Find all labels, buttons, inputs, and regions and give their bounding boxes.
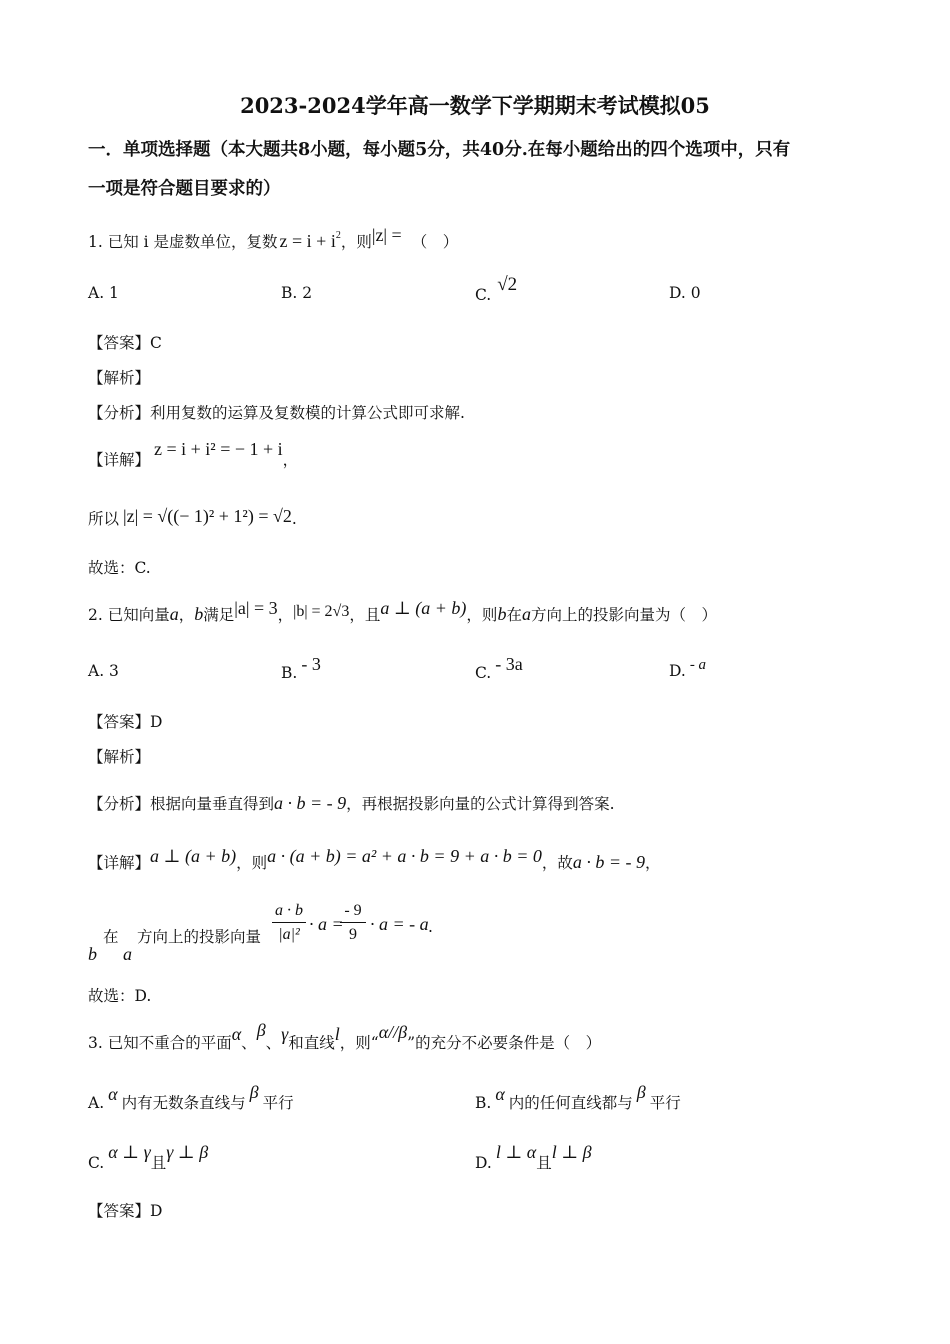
- q1-option-c: [475, 274, 518, 306]
- q3-option-a-alpha: α: [108, 1084, 118, 1104]
- q3-option-b-text: 内的任何直线都与: [508, 1094, 633, 1112]
- q2-frac2-bar: [340, 922, 366, 923]
- q2-detail-f1: a ⊥ (a + b): [150, 846, 237, 866]
- q2-stem: 2. 已知向量a，b满足|a| = 3，|b| = 2√3，且a ⊥ (a + b)，则b在a方向上的投影向量为（ ）: [88, 598, 717, 624]
- q2-detail-label: 【详解】: [88, 854, 151, 872]
- q2-and: ，且: [349, 606, 381, 624]
- q2-option-c-label: C.: [475, 664, 492, 682]
- q2-analysis-head: 【解析】: [88, 748, 151, 766]
- q1-detail-label: 【详解】: [88, 451, 151, 469]
- q3-stem-text: 3. 已知不重合的平面: [88, 1034, 232, 1052]
- section-heading-line2: 一项是符合题目要求的）: [88, 179, 281, 199]
- q1-suoyi-label: 所以: [88, 510, 120, 528]
- section-heading-line1: 一．单项选择题（本大题共8小题，每小题5分，共40分.在每小题给出的四个选项中，只有: [88, 140, 791, 160]
- q2-cond3: a ⊥ (a + b): [380, 598, 467, 618]
- q3-option-b-end: 平行: [649, 1094, 681, 1112]
- q2-detail-end: ，: [645, 854, 661, 872]
- q3-gamma: γ: [281, 1024, 289, 1044]
- q1-option-c-label: C.: [475, 286, 492, 304]
- q2-on: 在: [506, 606, 522, 624]
- q2-fenxi-text: 【分析】根据向量垂直得到: [88, 795, 275, 813]
- q2-option-c-value: - 3a: [495, 654, 523, 674]
- q3-option-b-beta: β: [636, 1082, 646, 1102]
- q2-stem-text: 2. 已知向量: [88, 606, 170, 624]
- q3-option-b-label: B.: [475, 1094, 492, 1112]
- q3-option-d-f1: l ⊥ α: [495, 1142, 537, 1162]
- q3-option-c-f2: γ ⊥ β: [166, 1142, 209, 1162]
- q3-sep2: 、: [265, 1034, 282, 1052]
- q2-proj-b: b: [88, 944, 97, 964]
- q2-detail-f3: a · b = - 9: [572, 852, 646, 872]
- q2-choose: 故选：D.: [88, 987, 152, 1005]
- q2-comma: ，: [178, 606, 195, 624]
- q3-option-a-beta: β: [249, 1082, 259, 1102]
- q3-option-d-qie: 且: [536, 1154, 552, 1172]
- q3-option-a-text: 内有无数条直线与: [121, 1094, 246, 1112]
- q1-answer: 【答案】C: [88, 334, 162, 352]
- q2-frac2: [340, 902, 366, 945]
- q2-answer: 【答案】D: [88, 713, 163, 731]
- q1-option-b: B. 2: [281, 284, 313, 302]
- q1-suoyi-formula: |z| = √((− 1)² + 1²) = √2: [123, 506, 292, 526]
- q3-then: ，则“: [339, 1034, 379, 1052]
- q2-frac2-num: - 9: [344, 902, 362, 919]
- q2-fenxi: [88, 792, 615, 814]
- q2-frac1-den: |a|²: [278, 926, 300, 943]
- q2-proj-mid: · a =: [309, 914, 344, 934]
- q2-proj-zai: 在: [103, 928, 119, 946]
- q2-then: ，则: [466, 606, 498, 624]
- q3-answer: 【答案】D: [88, 1202, 163, 1220]
- q1-option-d: D. 0: [669, 284, 701, 302]
- q3-option-d-f2: l ⊥ β: [551, 1142, 592, 1162]
- q3-rest: ”的充分不必要条件是（ ）: [407, 1034, 602, 1052]
- q1-analysis-head: 【解析】: [88, 369, 151, 387]
- q2-satisfy: 满足: [203, 606, 235, 624]
- q1-stem-text: 1. 已知 i 是虚数单位，复数: [88, 233, 278, 251]
- q3-option-c-f1: α ⊥ γ: [108, 1142, 151, 1162]
- q2-cond1: |a| = 3: [234, 598, 278, 618]
- q3-option-d-label: D.: [475, 1154, 492, 1172]
- q2-option-d-value: - a: [689, 657, 707, 673]
- q2-fenxi-formula: a · b = - 9: [274, 793, 347, 813]
- q3-option-c-qie: 且: [150, 1154, 167, 1172]
- q3-and-line: 和直线: [288, 1034, 335, 1052]
- q1-abs-z: |z| =: [371, 225, 402, 245]
- q2-fenxi-rest: ，再根据投影向量的公式计算得到答案.: [346, 795, 615, 813]
- q3-option-a: [88, 1082, 294, 1113]
- q2-detail: [88, 846, 661, 873]
- q2-option-b-value: - 3: [301, 654, 321, 674]
- q3-option-a-end: 平行: [262, 1094, 294, 1112]
- q2-detail-f2: a · (a + b) = a² + a · b = 9 + a · b = 0: [267, 846, 542, 866]
- q1-formula-sup: 2: [335, 230, 341, 241]
- q2-option-a: A. 3: [88, 662, 119, 680]
- q1-stem-then: ，则: [340, 233, 372, 251]
- q2-proj-end: · a = - a: [370, 914, 429, 934]
- q2-option-d-label: D.: [669, 662, 686, 680]
- q2-frac2-den: 9: [349, 926, 357, 943]
- q2-cond2: |b| = 2√3: [293, 603, 350, 620]
- q3-option-d: [475, 1142, 592, 1173]
- q2-dir: 方向上的投影向量为（ ）: [530, 606, 717, 624]
- q2-vec-b: b: [194, 604, 204, 624]
- q3-l: l: [334, 1024, 340, 1044]
- q2-frac1-bar: [272, 922, 306, 923]
- q2-vec-a: a: [169, 604, 179, 624]
- q3-option-b: [475, 1082, 681, 1113]
- q3-alpha: α: [231, 1024, 242, 1044]
- q2-proj-a: a: [123, 944, 132, 964]
- q2-frac1: [272, 902, 306, 945]
- q1-formula: [280, 231, 341, 251]
- q2-detail-then: ，则: [236, 854, 268, 872]
- q3-stem: [88, 1020, 602, 1053]
- q2-detail-gu: ，故: [541, 854, 573, 872]
- q2-vec-a-2: a: [521, 604, 531, 624]
- q1-fenxi: 【分析】利用复数的运算及复数模的计算公式即可求解.: [88, 404, 465, 422]
- q2-option-b: [281, 654, 321, 683]
- q3-parallel: α//β: [378, 1022, 408, 1042]
- q1-choose: 故选：C.: [88, 559, 151, 577]
- q1-paren: （ ）: [411, 233, 459, 251]
- q2-option-d: [669, 657, 707, 681]
- q2-vec-b-2: b: [497, 604, 507, 624]
- q2-option-b-label: B.: [281, 664, 298, 682]
- q2-frac1-num: a · b: [275, 902, 303, 919]
- q1-option-c-value: √2: [497, 274, 518, 295]
- q1-stem: [88, 225, 459, 252]
- page-title: 2023-2024学年高一数学下学期期末考试模拟05: [240, 93, 710, 118]
- q3-option-a-label: A.: [88, 1094, 105, 1112]
- q3-option-c: [88, 1142, 209, 1173]
- q3-option-c-label: C.: [88, 1154, 105, 1172]
- q1-detail: [88, 439, 299, 470]
- q1-formula-main: z = i + i: [279, 231, 336, 251]
- q2-proj-dot: .: [428, 918, 433, 936]
- q1-suoyi-dot: .: [291, 510, 297, 528]
- q1-detail-formula: z = i + i² = − 1 + i: [154, 439, 283, 459]
- q3-option-b-alpha: α: [495, 1084, 505, 1104]
- q2-option-c: [475, 654, 523, 683]
- q1-detail-comma: ，: [282, 451, 299, 469]
- q1-option-a: A. 1: [88, 284, 119, 302]
- q3-beta: β: [256, 1020, 266, 1040]
- q1-suoyi: [88, 507, 297, 529]
- q2-proj-text: 方向上的投影向量: [137, 928, 262, 946]
- q3-sep1: 、: [241, 1034, 257, 1052]
